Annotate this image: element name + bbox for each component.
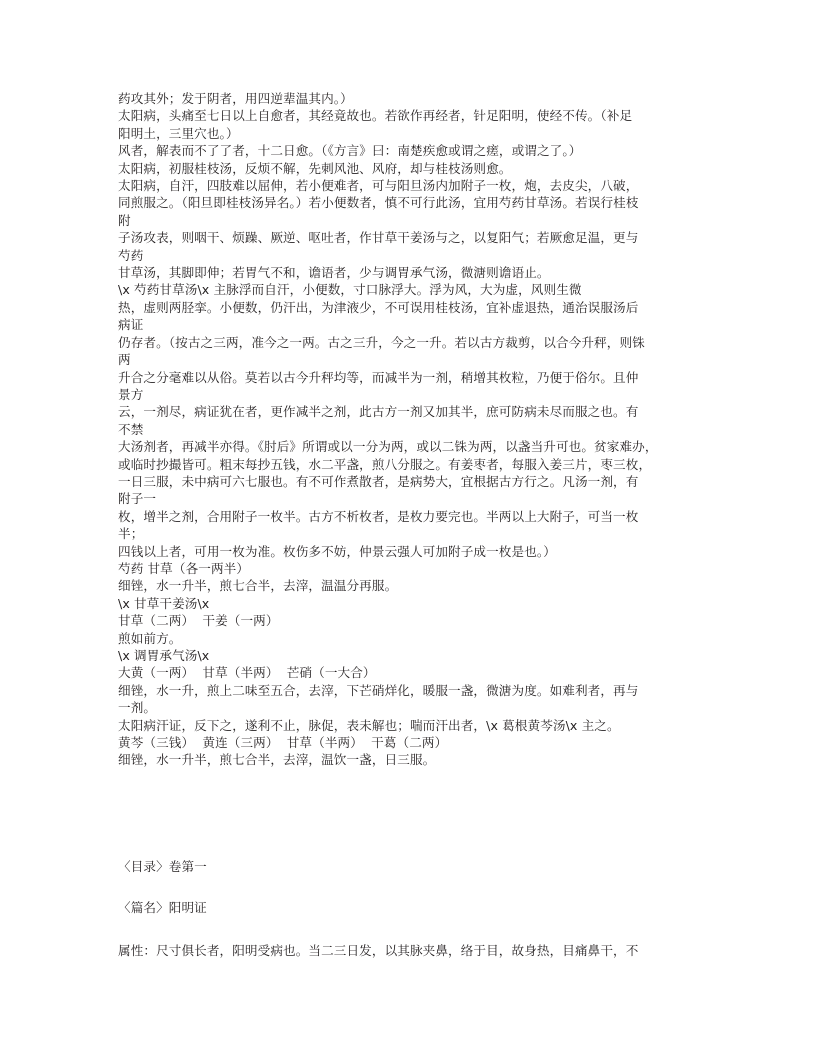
- text-line: 半；: [118, 526, 144, 542]
- text-line: 或临时抄撮皆可。粗末每抄五钱，水二平盏，煎八分服之。有姜枣者，每服入姜三片，枣三枚，: [118, 456, 652, 472]
- text-line: 一剂。: [118, 700, 157, 716]
- text-line: 枚，增半之剂，合用附子一枚半。古方不析枚者，是枚力要完也。半两以上大附子，可当一枚: [118, 508, 639, 524]
- section-name-line: 〈篇名〉阳明证: [118, 900, 207, 916]
- text-line: \x 甘草干姜汤\x: [118, 595, 210, 611]
- text-line: 景方: [118, 386, 144, 402]
- text-line: 煎如前方。: [118, 630, 182, 646]
- text-line: 不禁: [118, 421, 144, 437]
- text-line: 大黄（一两） 甘草（半两） 芒硝（一大合）: [118, 665, 376, 681]
- text-line: 仍存者。（按古之三两，准今之一两。古之三升，今之一升。若以古方裁剪，以合今升秤，则铢: [118, 334, 645, 350]
- attribute-line: 属性：尺寸俱长者，阳明受病也。当二三日发，以其脉夹鼻，络于目，故身热，目痛鼻干，不: [118, 942, 639, 958]
- main-text-block: [118, 90, 702, 769]
- text-line: 一日三服，未中病可六七服也。有不可作煮散者，是病势大，宜根据古方行之。凡汤一剂，有: [118, 473, 639, 489]
- catalog-line: 〈目录〉卷第一: [118, 859, 207, 874]
- text-line: 病证: [118, 317, 144, 333]
- text-line: 风者，解表而不了了者，十二日愈。（《方言》曰：南楚疾愈或谓之瘥，或谓之了。）: [118, 143, 582, 159]
- catalog-section-block: [118, 858, 702, 959]
- text-line: 芍药 甘草（各一两半）: [118, 560, 250, 576]
- text-line: 太阳病汗证，反下之，遂利不止，脉促，表未解也；喘而汗出者，\x 葛根黄芩汤\x 主之。: [118, 717, 620, 733]
- text-line: 云，一剂尽，病证犹在者，更作减半之剂，此古方一剂又加其半，庶可防病未尽而服之也。有: [118, 404, 639, 420]
- spacer-after-section: [118, 917, 702, 942]
- text-line: 黄芩（三钱） 黄连（三两） 甘草（半两） 干葛（二两）: [118, 735, 448, 751]
- text-line: 升合之分毫难以从俗。莫若以古今升秤均等，而减半为一剂，稍增其枚粒，乃便于俗尔。且仲: [118, 369, 639, 385]
- text-line: 太阳病，头痛至七日以上自愈者，其经竟故也。若欲作再经者，针足阳明，使经不传。（补足: [118, 108, 633, 124]
- text-line: 细锉，水一升，煎上二味至五合，去滓，下芒硝烊化，暖服一盏，微溏为度。如难利者，再与: [118, 682, 639, 698]
- text-line: 药攻其外；发于阴者，用四逆辈温其内。）: [118, 91, 353, 106]
- text-line: 芍药: [118, 247, 144, 263]
- spacer-after-catalog: [118, 875, 702, 899]
- text-line: 阳明土，三里穴也。）: [118, 125, 239, 141]
- text-line: 大汤剂者，再减半亦得。《肘后》所谓或以一分为两，或以二铢为两，以盏当升可也。贫家难办，: [118, 439, 658, 455]
- text-line: \x 调胃承气汤\x: [118, 648, 210, 663]
- text-line: 细锉，水一升半，煎七合半，去滓，温饮一盏，日三服。: [118, 752, 436, 768]
- text-line: \x 芍药甘草汤\x 主脉浮而自汗，小便数，寸口脉浮大。浮为风，大为虚，风则生微: [118, 282, 582, 298]
- text-line: 甘草汤，其脚即伸；若胃气不和，谵语者，少与调胃承气汤，微溏则谵语止。: [118, 265, 550, 281]
- text-line: 两: [118, 352, 131, 368]
- text-line: 附子一: [118, 491, 157, 507]
- text-line: 四钱以上者，可用一枚为准。枚伤多不妨，仲景云强人可加附子成一枚是也。）: [118, 543, 556, 559]
- text-line: 子汤攻表，则咽干、烦躁、厥逆、呕吐者，作甘草干姜汤与之，以复阳气；若厥愈足温，更与: [118, 230, 639, 246]
- text-line: 附: [118, 212, 131, 228]
- text-line: 热，虚则两胫挛。小便数，仍汗出，为津液少，不可误用桂枝汤，宜补虚退热，通治误服汤后: [118, 299, 639, 315]
- text-line: 太阳病，初服桂枝汤，反烦不解，先刺风池、风府，却与桂枝汤则愈。: [118, 160, 512, 176]
- text-line: 同煎服之。（阳旦即桂枝汤异名。）若小便数者，慎不可行此汤，宜用芍药甘草汤。若误行桂枝: [118, 195, 639, 211]
- text-line: 细锉，水一升半，煎七合半，去滓，温温分再服。: [118, 578, 398, 594]
- text-line: 甘草（二两） 干姜（一两）: [118, 613, 279, 629]
- text-line: 太阳病，自汗，四肢难以屈伸，若小便难者，可与阳旦汤内加附子一枚，炮，去皮尖，八破，: [118, 178, 639, 194]
